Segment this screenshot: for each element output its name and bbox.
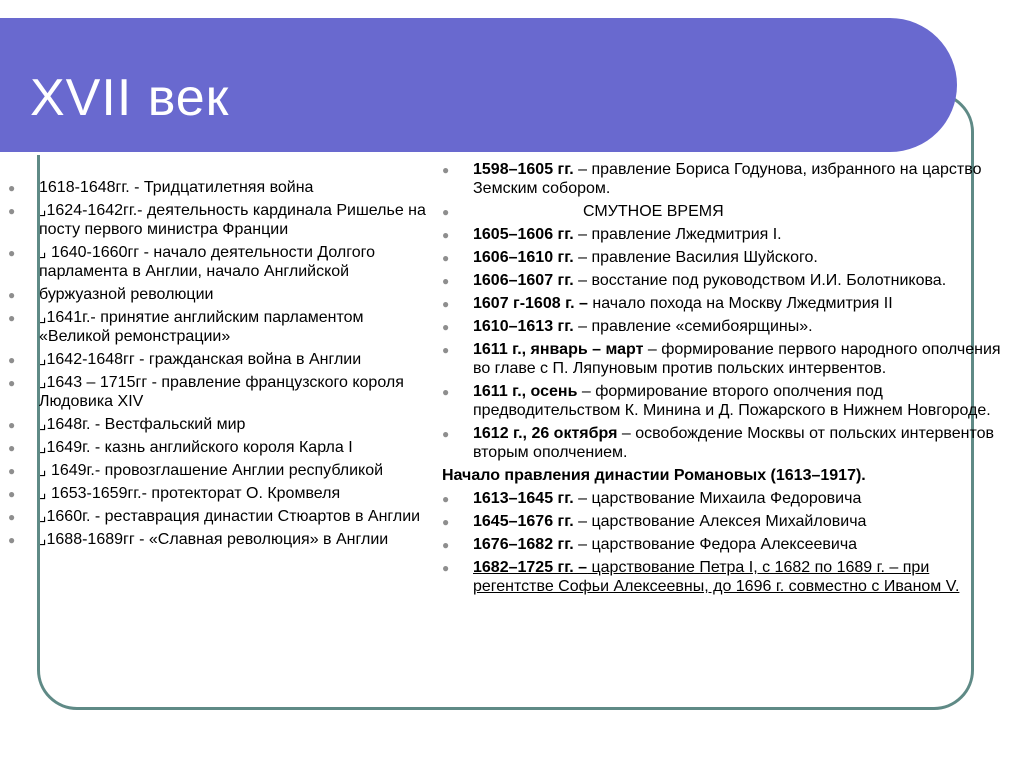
item-date: 1676–1682 гг. — [473, 536, 574, 553]
bullet-dot-icon: ● — [8, 441, 16, 455]
list-item — [442, 535, 1002, 554]
bullet-dot-icon: ● — [442, 561, 450, 575]
list-item — [8, 285, 428, 304]
bullet-dot-icon: ● — [442, 343, 450, 357]
list-item — [8, 438, 428, 457]
item-text: ⌟ 1649г.- провозглашение Англии республикой — [39, 462, 384, 479]
item-text: ⌟1643 – 1715гг - правление французского короля Людовика XIV — [39, 374, 404, 410]
list-item — [8, 308, 428, 346]
item-text: ⌟ 1653-1659гг.- протекторат О. Кромвеля — [39, 485, 341, 502]
list-item — [8, 415, 428, 434]
item-date: 1606–1607 гг. — [473, 272, 574, 289]
item-text: – царствование Федора Алексеевича — [573, 536, 858, 553]
item-text: – царствование Михаила Федоровича — [573, 490, 862, 507]
list-item — [442, 271, 1002, 290]
item-text: – правление Василия Шуйского. — [573, 249, 818, 266]
bullet-dot-icon: ● — [8, 204, 16, 218]
bullet-dot-icon: ● — [8, 510, 16, 524]
list-item — [442, 558, 1002, 596]
right-timeline-list — [442, 160, 1002, 600]
item-text: ⌟1660г. - реставрация династии Стюартов в Англии — [39, 508, 421, 525]
left-timeline-list — [8, 178, 428, 553]
item-date: 1610–1613 гг. — [473, 318, 574, 335]
item-text: – царствование Алексея Михайловича — [573, 513, 867, 530]
item-date: 1605–1606 гг. — [473, 226, 574, 243]
item-date: 1611 г., осень — [473, 383, 578, 400]
item-date: 1682–1725 гг. – — [473, 559, 588, 576]
bullet-dot-icon: ● — [442, 492, 450, 506]
item-text: ⌟1641г.- принятие английским парламентом «Великой ремонстрации» — [39, 309, 364, 345]
list-item — [8, 484, 428, 503]
list-item — [8, 201, 428, 239]
item-text: царствование Петра I, с 1682 по 1689 г. – при регентстве Софьи Алексеевны, до 1696 г. совместно с Иваном V. — [473, 559, 960, 595]
list-item — [8, 373, 428, 411]
item-text: 1618-1648гг. - Тридцатилетняя война — [39, 179, 314, 196]
item-text: – правление «семибоярщины». — [573, 318, 813, 335]
item-text: – формирование первого народного ополчения во главе с П. Ляпуновым против польских интервентов. — [473, 341, 1001, 377]
item-date: 1612 г., 26 октября — [473, 425, 618, 442]
dynasty-heading — [442, 466, 1002, 485]
list-item — [8, 530, 428, 549]
list-item — [442, 202, 1002, 221]
item-text: ⌟1688-1689гг - «Славная революция» в Англии — [39, 531, 389, 548]
list-item — [442, 340, 1002, 378]
item-text: – правление Бориса Годунова, избранного на царство Земским собором. — [473, 161, 982, 197]
bullet-dot-icon: ● — [8, 181, 16, 195]
list-item — [442, 317, 1002, 336]
bullet-dot-icon: ● — [8, 487, 16, 501]
slide-title: XVII век — [30, 69, 230, 127]
bullet-dot-icon: ● — [8, 246, 16, 260]
title-banner — [0, 18, 957, 152]
item-date: 1611 г., январь – март — [473, 341, 644, 358]
item-text: ⌟ 1640-1660гг - начало деятельности Долгого парламента в Англии, начало Английской — [39, 244, 376, 280]
item-text: – освобождение Москвы от польских интервентов вторым ополчением. — [473, 425, 995, 461]
bullet-dot-icon: ● — [442, 228, 450, 242]
bullet-dot-icon: ● — [8, 376, 16, 390]
list-item — [8, 243, 428, 281]
item-text: ⌟1624-1642гг.- деятельность кардинала Ришелье на посту первого министра Франции — [39, 202, 426, 238]
item-date: 1606–1610 гг. — [473, 249, 574, 266]
list-item — [442, 382, 1002, 420]
bullet-dot-icon: ● — [442, 297, 450, 311]
bullet-dot-icon: ● — [442, 205, 450, 219]
bullet-dot-icon: ● — [442, 274, 450, 288]
list-item — [442, 294, 1002, 313]
list-item — [8, 507, 428, 526]
bullet-dot-icon: ● — [442, 251, 450, 265]
list-item — [8, 178, 428, 197]
bullet-dot-icon: ● — [8, 288, 16, 302]
item-text: – правление Лжедмитрия I. — [573, 226, 782, 243]
list-item — [8, 461, 428, 480]
bullet-dot-icon: ● — [8, 533, 16, 547]
item-text: Начало правления династии Романовых (1613–1917). — [442, 467, 866, 484]
item-date: 1613–1645 гг. — [473, 490, 574, 507]
bullet-dot-icon: ● — [442, 538, 450, 552]
bullet-dot-icon: ● — [442, 427, 450, 441]
list-item — [442, 248, 1002, 267]
item-text: ⌟1642-1648гг - гражданская война в Англии — [39, 351, 362, 368]
title-underline — [0, 152, 907, 155]
list-item — [442, 225, 1002, 244]
item-text: буржуазной революции — [39, 286, 214, 303]
bullet-dot-icon: ● — [8, 464, 16, 478]
item-text: ⌟1649г. - казнь английского короля Карла I — [39, 439, 353, 456]
item-text: ⌟1648г. - Вестфальский мир — [39, 416, 246, 433]
bullet-dot-icon: ● — [442, 515, 450, 529]
bullet-dot-icon: ● — [8, 418, 16, 432]
item-date: 1598–1605 гг. — [473, 161, 574, 178]
bullet-dot-icon: ● — [442, 385, 450, 399]
item-text: начало похода на Москву Лжедмитрия II — [587, 295, 893, 312]
item-date: 1607 г-1608 г. – — [473, 295, 588, 312]
list-item — [8, 350, 428, 369]
list-item — [442, 512, 1002, 531]
item-text: – формирование второго ополчения под предводительством К. Минина и Д. Пожарского в Нижнем Новгороде. — [473, 383, 991, 419]
section-heading: СМУТНОЕ ВРЕМЯ — [583, 203, 724, 220]
item-date: 1645–1676 гг. — [473, 513, 574, 530]
bullet-dot-icon: ● — [442, 320, 450, 334]
bullet-dot-icon: ● — [442, 163, 450, 177]
list-item — [442, 160, 1002, 198]
list-item — [442, 489, 1002, 508]
item-text: – восстание под руководством И.И. Болотникова. — [573, 272, 947, 289]
list-item — [442, 424, 1002, 462]
bullet-dot-icon: ● — [8, 353, 16, 367]
bullet-dot-icon: ● — [8, 311, 16, 325]
